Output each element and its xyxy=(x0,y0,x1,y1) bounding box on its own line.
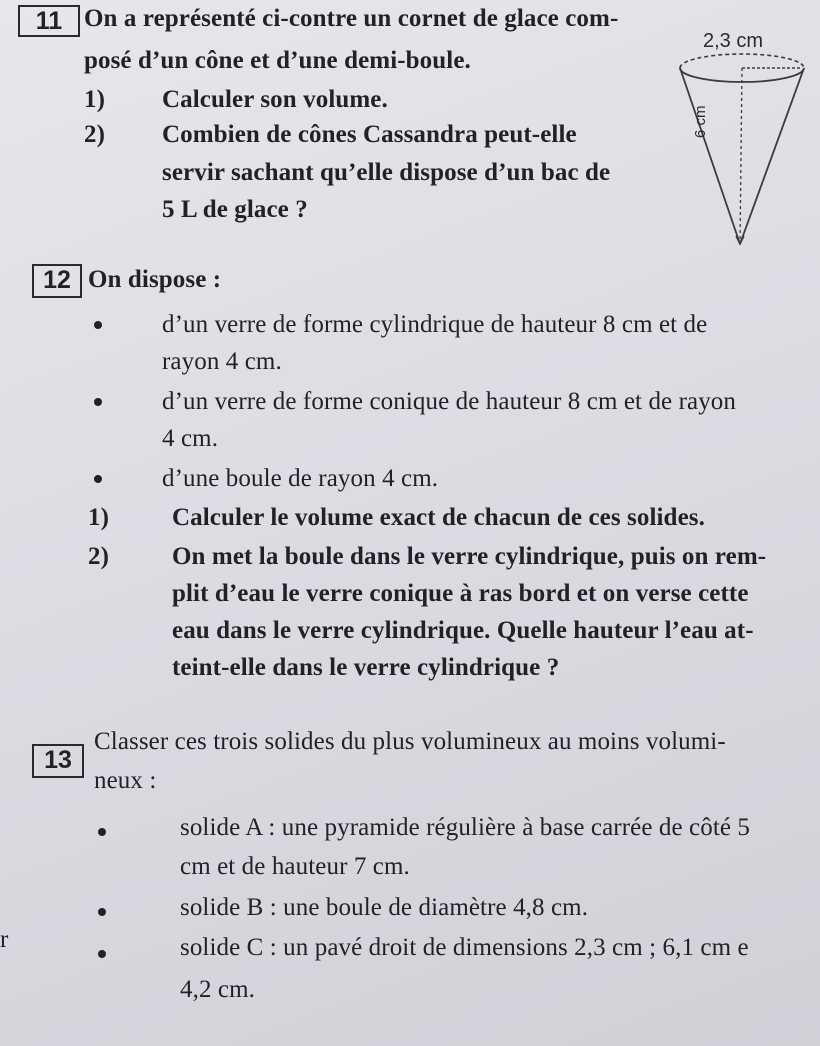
ex12-item3-bullet xyxy=(94,475,102,483)
cone-right-side xyxy=(740,68,804,244)
ex13-itemA-bullet xyxy=(98,828,106,836)
exercise-12-number-box xyxy=(32,264,82,298)
ex12-q2-line2: plit d’eau le verre conique à ras bord et on verse cette xyxy=(172,580,749,607)
ex13-intro-line1: Classer ces trois solides du plus volumineux au moins volumi- xyxy=(94,728,726,755)
ex11-q2-line3: 5 L de glace ? xyxy=(162,196,308,223)
ex12-item3: d’une boule de rayon 4 cm. xyxy=(162,465,439,492)
cone-left-side xyxy=(680,68,740,244)
ex12-q2-line3: eau dans le verre cylindrique. Quelle hauteur l’eau at- xyxy=(172,617,754,644)
ex12-item1-bullet xyxy=(94,321,102,329)
exercise-12-number: 12 xyxy=(43,266,71,294)
ex12-item2-line2: 4 cm. xyxy=(162,425,219,452)
ex12-q1-number: 1) xyxy=(88,504,110,531)
ex12-intro: On dispose : xyxy=(88,266,222,293)
ex13-itemB: solide B : une boule de diamètre 4,8 cm. xyxy=(180,894,589,921)
ex12-q2-line4: teint-elle dans le verre cylindrique ? xyxy=(172,654,560,681)
ex13-intro-line2: neux : xyxy=(94,767,157,794)
exercise-13-number-box xyxy=(32,744,84,778)
ice-cream-cone-figure xyxy=(676,30,806,250)
ex12-item2-bullet xyxy=(94,398,102,406)
ex11-intro-line2: posé d’un cône et d’une demi-boule. xyxy=(84,47,471,74)
ex11-q2-number: 2) xyxy=(84,121,106,148)
exercise-13-number: 13 xyxy=(44,746,72,774)
cone-height-label: 6 cm xyxy=(692,105,709,138)
ex13-itemC-line1: solide C : un pavé droit de dimensions 2,3 cm ; 6,1 cm e xyxy=(180,934,749,961)
ex12-q2-line1: On met la boule dans le verre cylindrique, puis on rem- xyxy=(172,543,767,570)
exercise-11-number-box xyxy=(18,5,80,37)
cone-diameter-label: 2,3 cm xyxy=(703,30,764,52)
ex12-item1-line1: d’un verre de forme cylindrique de hauteur 8 cm et de xyxy=(162,311,708,338)
ex11-intro-line1: On a représenté ci-contre un cornet de glace com- xyxy=(84,5,619,32)
exercise-11-number: 11 xyxy=(35,7,63,35)
ex11-q1-number: 1) xyxy=(84,86,106,113)
ex13-itemA-line1: solide A : une pyramide régulière à base carrée de côté 5 xyxy=(180,814,751,841)
ex12-q1-text: Calculer le volume exact de chacun de ces solides. xyxy=(172,504,705,531)
ex13-margin-letter: r xyxy=(0,926,9,953)
ex11-q2-line1: Combien de cônes Cassandra peut-elle xyxy=(162,121,577,148)
ex12-item2-line1: d’un verre de forme conique de hauteur 8 cm et de rayon xyxy=(162,388,737,415)
cone-top-half-ellipse-back xyxy=(680,54,804,68)
ex12-q2-number: 2) xyxy=(88,543,110,570)
ex13-itemA-line2: cm et de hauteur 7 cm. xyxy=(180,853,410,880)
ex13-itemB-bullet xyxy=(98,908,106,916)
ex11-q2-line2: servir sachant qu’elle dispose d’un bac de xyxy=(162,159,611,186)
ex12-item1-line2: rayon 4 cm. xyxy=(162,348,282,375)
cone-height-line xyxy=(740,68,742,244)
ex11-q1-text: Calculer son volume. xyxy=(162,86,388,113)
ex13-itemC-bullet xyxy=(98,950,106,958)
ex13-itemC-line2: 4,2 cm. xyxy=(180,976,255,1003)
